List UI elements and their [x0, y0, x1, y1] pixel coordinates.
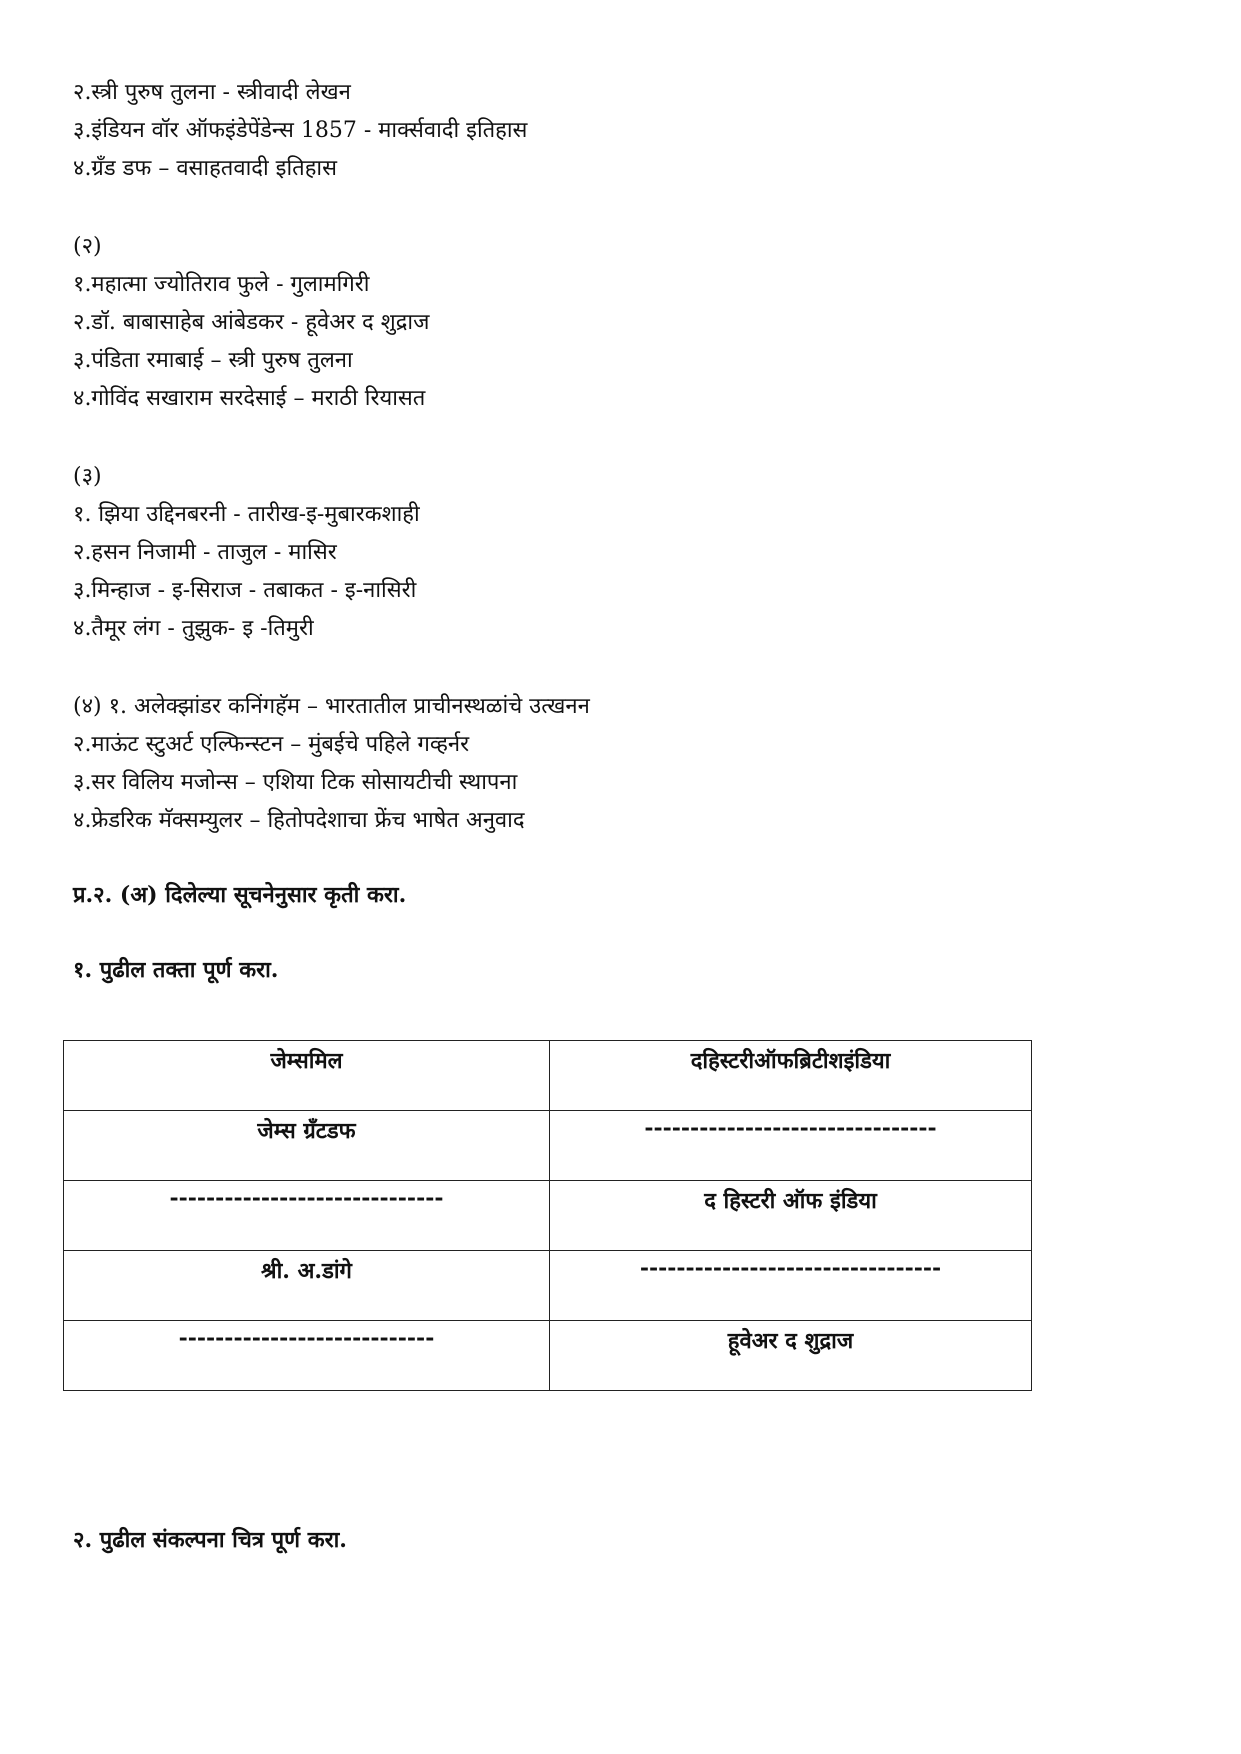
question-2-2-heading: २. पुढील संकल्पना चित्र पूर्ण करा.	[73, 1527, 347, 1553]
table-cell-author: जेम्स ग्रँटडफ	[64, 1111, 550, 1181]
section2-item-1: १.महात्मा ज्योतिराव फुले - गुलामगिरी	[73, 272, 370, 297]
section2-item-3: ३.पंडिता रमाबाई – स्त्री पुरुष तुलना	[73, 348, 353, 373]
list1-item-2: २.स्त्री पुरुष तुलना - स्त्रीवादी लेखन	[73, 80, 351, 105]
table-row	[64, 1181, 1032, 1251]
section2-item-4: ४.गोविंद सखाराम सरदेसाई – मराठी रियासत	[73, 386, 426, 411]
section2-heading: (२)	[73, 234, 102, 259]
question-2-heading: प्र.२. (अ) दिलेल्या सूचनेनुसार कृती करा.	[73, 882, 407, 908]
table-row	[64, 1251, 1032, 1321]
section2-item-2: २.डॉ. बाबासाहेब आंबेडकर - हूवेअर द शुद्राज	[73, 310, 430, 335]
list1-item-4: ४.ग्रँड डफ – वसाहतवादी इतिहास	[73, 156, 337, 181]
section4-item-2: २.माऊंट स्टुअर्ट एल्फिन्स्टन – मुंबईचे पहिले गव्हर्नर	[73, 732, 470, 757]
table-cell-author: जेम्समिल	[64, 1041, 550, 1111]
table-cell-book: दहिस्टरीऑफब्रिटीशइंडिया	[550, 1041, 1032, 1111]
section3-heading: (३)	[73, 464, 102, 489]
section3-item-2: २.हसन निजामी - ताजुल - मासिर	[73, 540, 337, 565]
table-cell-author-blank: ------------------------------	[64, 1181, 550, 1251]
table-cell-book-blank: --------------------------------	[550, 1111, 1032, 1181]
table-cell-book-blank: ---------------------------------	[550, 1251, 1032, 1321]
section3-item-1: १. झिया उद्दिनबरनी - तारीख-इ-मुबारकशाही	[73, 502, 420, 527]
table-cell-book: हूवेअर द शुद्राज	[550, 1321, 1032, 1391]
table-cell-author: श्री. अ.डांगे	[64, 1251, 550, 1321]
section4-item-4: ४.फ्रेडरिक मॅक्सम्युलर – हितोपदेशाचा फ्रेंच भाषेत अनुवाद	[73, 808, 525, 833]
section4-item-3: ३.सर विलिय मजोन्स – एशिया टिक सोसायटीची स्थापना	[73, 770, 518, 795]
table-row	[64, 1321, 1032, 1391]
list1-item-3: ३.इंडियन वॉर ऑफइंडेपेंडेन्स 1857 - मार्क्सवादी इतिहास	[73, 118, 528, 143]
section3-item-3: ३.मिन्हाज - इ-सिराज - तबाकत - इ-नासिरी	[73, 578, 417, 603]
table-cell-book: द हिस्टरी ऑफ इंडिया	[550, 1181, 1032, 1251]
table-row	[64, 1111, 1032, 1181]
section3-item-4: ४.तैमूर लंग - तुझुक- इ -तिमुरी	[73, 616, 314, 641]
table-cell-author-blank: ----------------------------	[64, 1321, 550, 1391]
question-2-1-heading: १. पुढील तक्ता पूर्ण करा.	[73, 957, 279, 983]
table-row	[64, 1041, 1032, 1111]
fill-in-table	[63, 1040, 1032, 1391]
section4-item-1: (४) १. अलेक्झांडर कनिंगहॅम – भारतातील प्राचीनस्थळांचे उत्खनन	[73, 694, 590, 719]
